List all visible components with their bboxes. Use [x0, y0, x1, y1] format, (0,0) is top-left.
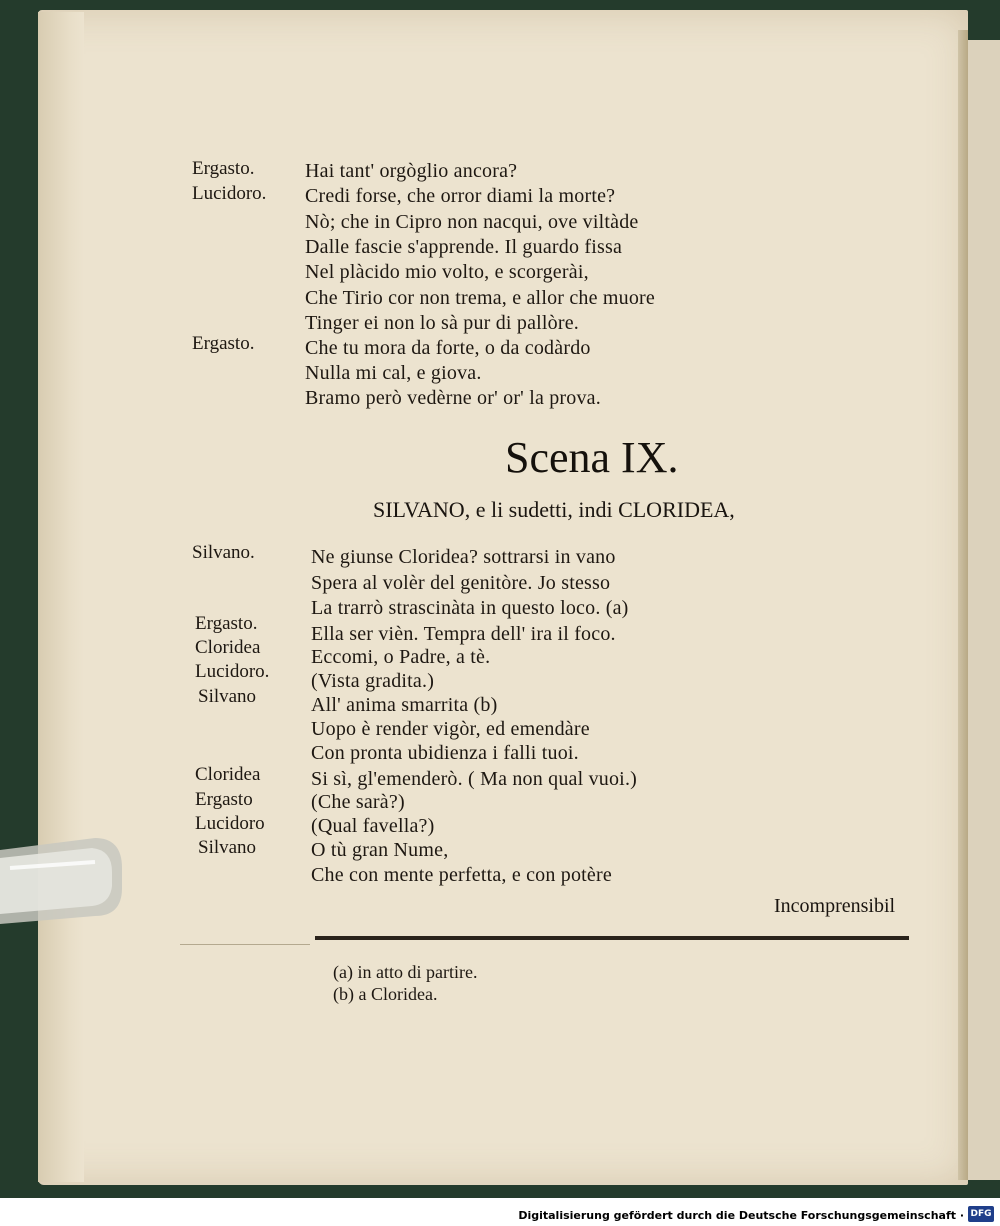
footnote-rule	[315, 936, 909, 940]
speaker-label: Ergasto	[195, 789, 253, 810]
footnote: (a) in atto di partire.	[333, 962, 478, 982]
verse-line: Spera al volèr del genitòre. Jo stesso	[311, 572, 611, 594]
verse-line: Eccomi, o Padre, a tè.	[311, 646, 491, 668]
speaker-label: Ergasto.	[192, 158, 255, 179]
page-stack-edge	[38, 12, 84, 1182]
catchword: Incomprensibil	[774, 895, 896, 917]
verse-line: Che Tirio cor non trema, e allor che muore	[305, 287, 655, 309]
cast-line: SILVANO, e li sudetti, indi CLORIDEA,	[373, 497, 735, 522]
verse-line: Nò; che in Cipro non nacqui, ove viltàde	[305, 211, 639, 233]
verse-line: Ella ser vièn. Tempra dell' ira il foco.	[311, 623, 616, 645]
verse-line: (Vista gradita.)	[311, 670, 435, 692]
verse-line: Nel plàcido mio volto, e scorgerài,	[305, 261, 589, 283]
speaker-label: Ergasto.	[192, 333, 255, 354]
verse-line: Hai tant' orgòglio ancora?	[305, 160, 518, 182]
verse-line: Si sì, gl'emenderò. ( Ma non qual vuoi.)	[311, 768, 637, 790]
verse-line: Che con mente perfetta, e con potère	[311, 864, 612, 886]
scene-title: Scena IX.	[505, 433, 679, 482]
speaker-label: Lucidoro	[195, 813, 265, 834]
speaker-label: Lucidoro.	[195, 661, 270, 682]
verse-line: Tinger ei non lo sà pur di pallòre.	[305, 312, 580, 334]
verse-line: Uopo è render vigòr, ed emendàre	[311, 718, 590, 740]
speaker-label: Silvano	[198, 686, 257, 707]
glass-clip-icon	[0, 838, 122, 924]
verse-line: Bramo però vedèrne or' or' la prova.	[305, 387, 601, 409]
speaker-label: Cloridea	[195, 637, 261, 658]
speaker-label: Silvano	[198, 837, 257, 858]
speaker-label: Cloridea	[195, 764, 261, 785]
verse-line: Che tu mora da forte, o da codàrdo	[305, 337, 591, 359]
verse-line: Credi forse, che orror diami la morte?	[305, 185, 616, 207]
verse-line: Ne giunse Cloridea? sottrarsi in vano	[311, 546, 616, 568]
speaker-label: Silvano.	[192, 542, 255, 563]
verse-line: All' anima smarrita (b)	[311, 694, 498, 716]
verse-line: (Che sarà?)	[311, 791, 405, 813]
dfg-logo: DFG	[968, 1206, 994, 1222]
verse-line: O tù gran Nume,	[311, 839, 449, 861]
footnote: (b) a Cloridea.	[333, 984, 438, 1004]
footnote-rule-faint	[180, 944, 310, 945]
verse-line: Con pronta ubidienza i falli tuoi.	[311, 742, 579, 764]
speaker-label: Lucidoro.	[192, 183, 267, 204]
book-gutter	[958, 30, 968, 1180]
footer-credit: Digitalisierung gefördert durch die Deutsche Forschungsgemeinschaft ·	[518, 1209, 964, 1222]
speaker-label: Ergasto.	[195, 613, 258, 634]
verse-line: Nulla mi cal, e giova.	[305, 362, 482, 384]
verse-line: La trarrò strascinàta in questo loco. (a)	[311, 597, 629, 619]
verse-line: (Qual favella?)	[311, 815, 435, 837]
verse-line: Dalle fascie s'apprende. Il guardo fissa	[305, 236, 623, 258]
